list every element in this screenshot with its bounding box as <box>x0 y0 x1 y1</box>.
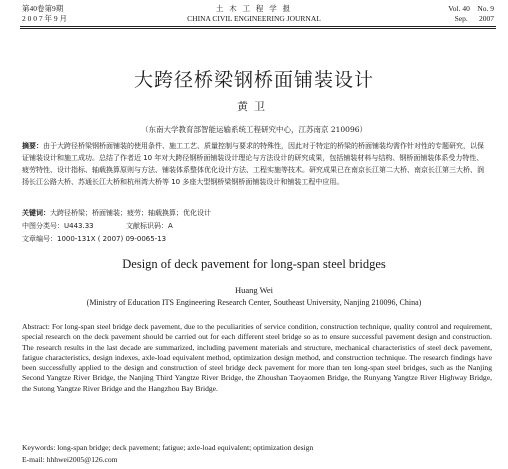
email-label: E-mail: <box>22 455 45 464</box>
header-right <box>448 4 494 24</box>
chinese-affiliation: （东南大学教育部智能运输系统工程研究中心，江苏南京 210096） <box>140 125 367 134</box>
classification-row <box>22 221 488 231</box>
header-center <box>0 4 508 24</box>
chinese-abstract <box>22 140 488 188</box>
volume-issue-en: Vol. 40 No. 9 <box>448 4 494 13</box>
journal-header <box>0 2 508 26</box>
english-title: Design of deck pavement for long-span steel bridges <box>122 257 386 271</box>
doc-code-value: A <box>168 222 173 230</box>
english-affiliation: (Ministry of Education ITS Engineering Research Center, Southeast University, Nanjing 210096, China) <box>86 298 422 307</box>
english-keywords-label: Keywords: <box>22 443 56 452</box>
english-keywords-text: long-span bridge; deck pavement; fatigue; axle-load equivalent; optimization design <box>57 443 314 452</box>
chinese-abstract-text: 由于大跨径桥梁钢桥面铺装的使用条件、施工工艺、质量控制与要求的特殊性，因此对于特定的桥梁的桥面铺装均需作针对性的专题研究，以保证铺装设计和施工成功。总结了作者近 10 年对大跨径钢桥面铺装设计理论与方法设计的研究成果，包括铺装材料与结构、钢桥面铺装体系受力特性、疲劳特性、设计指标、轴载换算原则与方法、铺装体系整体优化设计方法、工程实施等技术。研究成果已在南京长江第二大桥、南京长江第三大桥、润扬长江公路大桥、苏通长江大桥和杭州湾大桥等 10 多座大型钢桥梁钢桥面铺装设计和铺装工程中应用。 <box>22 142 484 186</box>
chinese-abstract-label: 摘要： <box>22 142 43 150</box>
english-author: Huang Wei <box>234 285 274 295</box>
article-number-label: 文章编号： <box>22 235 57 243</box>
english-keywords <box>22 443 492 452</box>
journal-name-zh: 土 木 工 程 学 报 <box>215 4 293 13</box>
doc-code-label: 文献标识码： <box>126 222 168 230</box>
email-link[interactable]: hhhwei2005@126.com <box>46 455 118 464</box>
article-number-row <box>22 234 488 244</box>
author-email <box>22 455 492 464</box>
date-en: Sep. 2007 <box>454 14 494 23</box>
date-zh: 2 0 0 7 年 9 月 <box>22 14 67 23</box>
chinese-keywords-text: 大跨径桥梁；桥面铺装；疲劳；轴载换算；优化设计 <box>50 209 211 217</box>
chinese-keywords-label: 关键词： <box>22 209 50 217</box>
english-abstract-text: For long-span steel bridge deck pavement, due to the peculiarities of service condition, construction technique, quality control and requirement, special research on the deck pavement should be carried out for each different steel bridge so as to ensure successful pavement design and construction. The research results in the last decade are summarized, including pavement materials and structure, mechanical characteristics of steel deck pavement, fatigue characteristics, design indexes, axle-load equivalent method, optimization design method, and construction technique. The research findings have been successfully applied to the design and construction of steel bridge deck pavement for more than ten long-span steel bridges, such as the Nanjing Second Yangtze River Bridge, the Nanjing Third Yangtze River Bridge, the Zhoushan Taoyaomen Bridge, the Runyang Yangtze River Highway Bridge, the Sutong Yangtze River Bridge and the Hangzhou Bay Bridge. <box>22 322 492 393</box>
header-rule-thin <box>20 28 496 29</box>
chinese-author: 黄卫 <box>237 100 271 113</box>
chinese-keywords <box>22 208 488 218</box>
header-rule-thick <box>20 26 496 27</box>
volume-issue-zh: 第40卷第9期 <box>22 4 64 13</box>
english-abstract-label: Abstract: <box>22 322 50 331</box>
clc-label: 中图分类号： <box>22 222 64 230</box>
english-abstract <box>22 322 492 394</box>
chinese-title: 大跨径桥梁钢桥面铺装设计 <box>133 69 374 91</box>
clc-value: U443.33 <box>64 222 94 230</box>
journal-name-en: CHINA CIVIL ENGINEERING JOURNAL <box>187 14 321 23</box>
article-number-value: 1000-131X ( 2007) 09-0065-13 <box>57 235 167 243</box>
